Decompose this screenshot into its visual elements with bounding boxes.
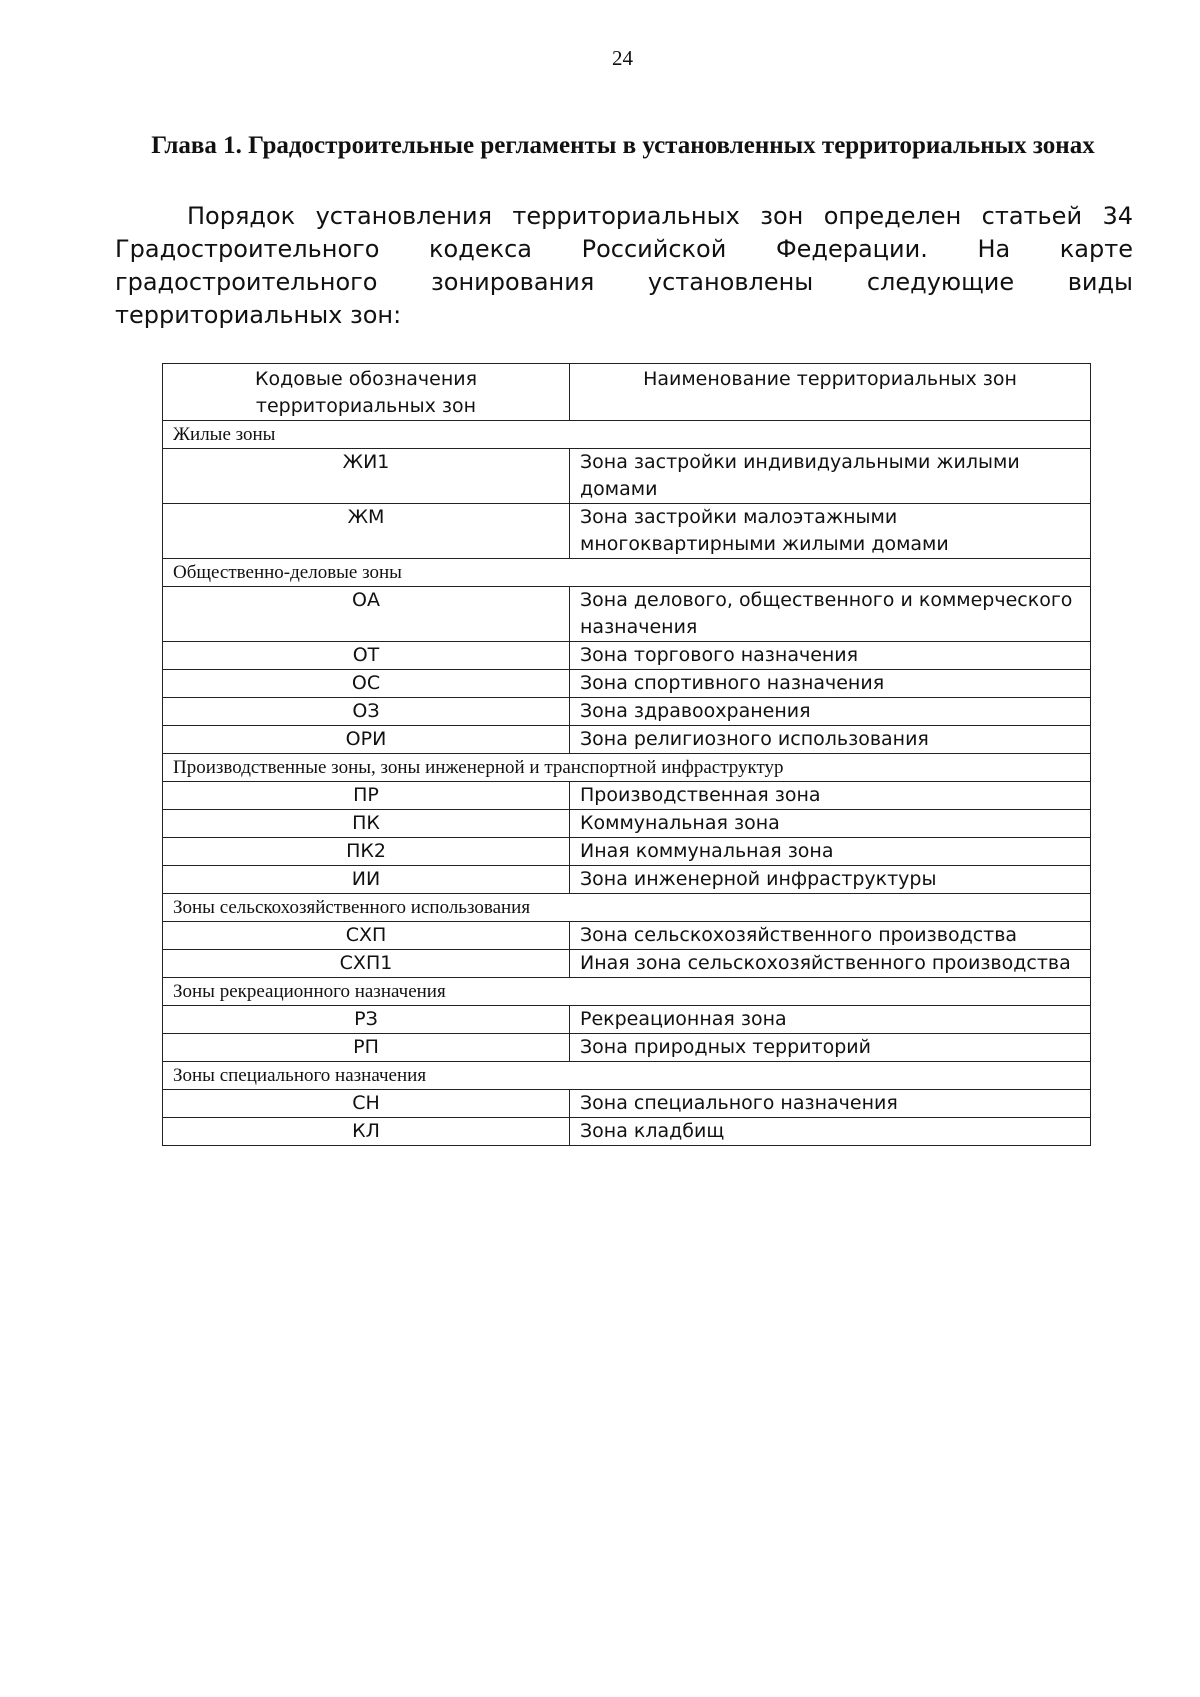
zone-code: СН bbox=[163, 1090, 570, 1118]
group-row bbox=[163, 978, 1091, 1006]
table-header-row bbox=[163, 364, 1091, 421]
zone-name: Производственная зона bbox=[570, 782, 1091, 810]
zone-code: ПК2 bbox=[163, 838, 570, 866]
group-row bbox=[163, 421, 1091, 449]
group-row bbox=[163, 894, 1091, 922]
intro-paragraph: Порядок установления территориальных зон определен статьей 34 Градостроительного кодекса Российской Федерации. На карте градостроительного зонирования установлены следующие виды территориальных зон: bbox=[115, 202, 1133, 329]
header-name: Наименование территориальных зон bbox=[570, 364, 1091, 421]
zone-code: ОА bbox=[163, 587, 570, 642]
group-row bbox=[163, 559, 1091, 587]
table-row bbox=[163, 922, 1091, 950]
zone-code: ОТ bbox=[163, 642, 570, 670]
page-number: 24 bbox=[612, 46, 633, 70]
zone-code: ЖИ1 bbox=[163, 449, 570, 504]
table-row bbox=[163, 810, 1091, 838]
group-title: Общественно-деловые зоны bbox=[163, 559, 1091, 587]
group-row bbox=[163, 754, 1091, 782]
zone-name: Зона застройки малоэтажными многоквартирными жилыми домами bbox=[570, 504, 1091, 559]
zones-table bbox=[162, 363, 1091, 1146]
table-row bbox=[163, 838, 1091, 866]
table-row bbox=[163, 950, 1091, 978]
zone-name: Коммунальная зона bbox=[570, 810, 1091, 838]
group-title: Зоны специального назначения bbox=[163, 1062, 1091, 1090]
zone-name: Зона торгового назначения bbox=[570, 642, 1091, 670]
zone-code: СХП bbox=[163, 922, 570, 950]
table-row bbox=[163, 1118, 1091, 1146]
zone-code: ЖМ bbox=[163, 504, 570, 559]
table-row bbox=[163, 449, 1091, 504]
group-title: Зоны сельскохозяйственного использования bbox=[163, 894, 1091, 922]
zone-code: ПК bbox=[163, 810, 570, 838]
zone-code: РЗ bbox=[163, 1006, 570, 1034]
group-title: Производственные зоны, зоны инженерной и транспортной инфраструктур bbox=[163, 754, 1091, 782]
table-row bbox=[163, 670, 1091, 698]
zone-code: СХП1 bbox=[163, 950, 570, 978]
table-row bbox=[163, 698, 1091, 726]
group-row bbox=[163, 1062, 1091, 1090]
zone-name: Зона сельскохозяйственного производства bbox=[570, 922, 1091, 950]
zone-code: ОРИ bbox=[163, 726, 570, 754]
zone-name: Зона религиозного использования bbox=[570, 726, 1091, 754]
zone-code: ПР bbox=[163, 782, 570, 810]
zone-name: Зона делового, общественного и коммерческого назначения bbox=[570, 587, 1091, 642]
zone-name: Иная коммунальная зона bbox=[570, 838, 1091, 866]
chapter-title: Глава 1. Градостроительные регламенты в установленных территориальных зонах bbox=[151, 132, 1095, 159]
group-title: Жилые зоны bbox=[163, 421, 1091, 449]
zone-name: Зона специального назначения bbox=[570, 1090, 1091, 1118]
zone-name: Иная зона сельскохозяйственного производства bbox=[570, 950, 1091, 978]
zone-code: ИИ bbox=[163, 866, 570, 894]
table-row bbox=[163, 726, 1091, 754]
table-row bbox=[163, 782, 1091, 810]
table-row bbox=[163, 587, 1091, 642]
table-row bbox=[163, 642, 1091, 670]
zone-name: Зона кладбищ bbox=[570, 1118, 1091, 1146]
zone-name: Рекреационная зона bbox=[570, 1006, 1091, 1034]
zone-name: Зона спортивного назначения bbox=[570, 670, 1091, 698]
zone-code: ОЗ bbox=[163, 698, 570, 726]
zone-code: ОС bbox=[163, 670, 570, 698]
table-row bbox=[163, 504, 1091, 559]
table-row bbox=[163, 1006, 1091, 1034]
zone-name: Зона инженерной инфраструктуры bbox=[570, 866, 1091, 894]
zone-name: Зона природных территорий bbox=[570, 1034, 1091, 1062]
zone-name: Зона здравоохранения bbox=[570, 698, 1091, 726]
zone-name: Зона застройки индивидуальными жилыми домами bbox=[570, 449, 1091, 504]
table-row bbox=[163, 866, 1091, 894]
zone-code: РП bbox=[163, 1034, 570, 1062]
zone-code: КЛ bbox=[163, 1118, 570, 1146]
group-title: Зоны рекреационного назначения bbox=[163, 978, 1091, 1006]
table-row bbox=[163, 1034, 1091, 1062]
header-code: Кодовые обозначения территориальных зон bbox=[163, 364, 570, 421]
table-body bbox=[163, 421, 1091, 1146]
table-row bbox=[163, 1090, 1091, 1118]
